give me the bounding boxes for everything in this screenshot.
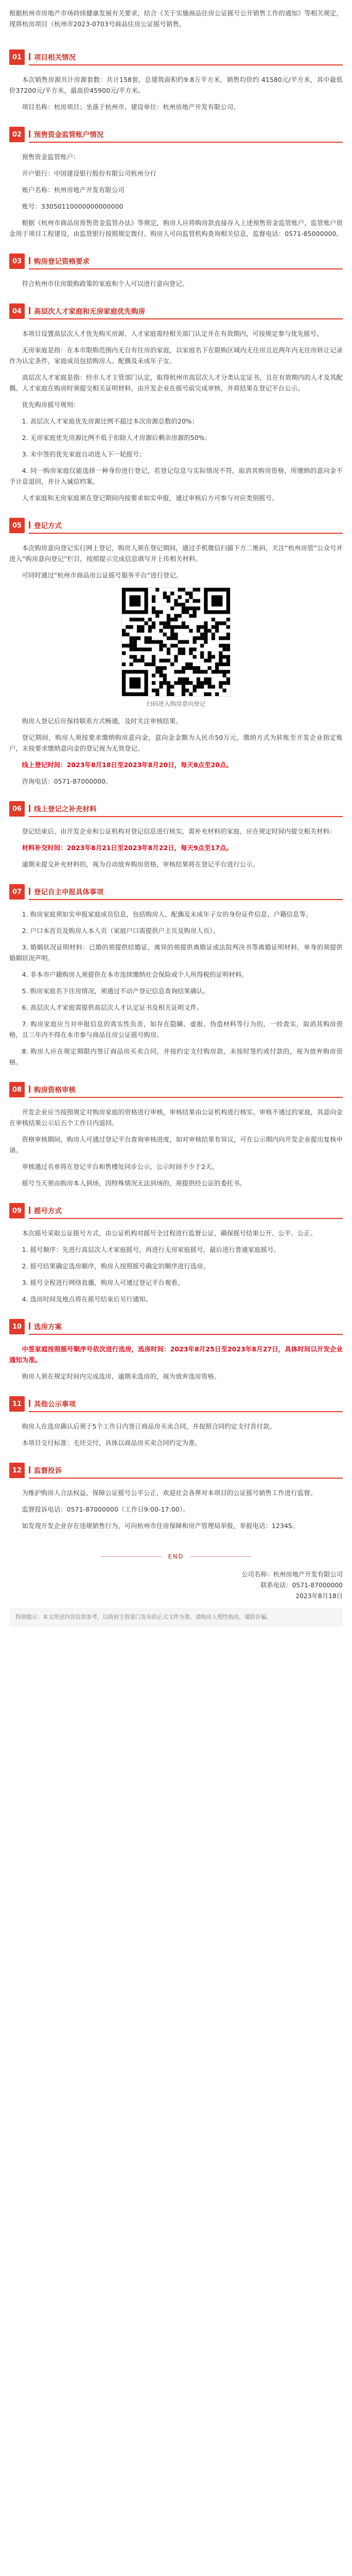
section-title-bar (29, 130, 30, 138)
qr-code-block (9, 587, 343, 708)
section-title (29, 1081, 343, 1098)
section-number-badge: 07 (9, 884, 25, 900)
section-paragraph: 7. 购房家庭应当对申报信息的真实性负责，如存在隐瞒、虚报、伪造材料等行为的，一经查实，取消其购房资格，且三年内不得在本市参与商品住房公证摇号购房。 (9, 1021, 343, 1039)
section-header (9, 251, 343, 272)
section-paragraph: 预售资金监管账户： (22, 154, 80, 161)
section-paragraph: 4. 选房时间及地点将在摇号结束后另行通知。 (22, 1296, 152, 1303)
section-title-bar (29, 521, 30, 529)
section-title (29, 253, 343, 269)
section-title-bar (29, 53, 30, 60)
section-paragraph: 购房人在选房确认后须于5个工作日内签订商品房买卖合同，并按照合同约定支付首付款。 (22, 1423, 276, 1430)
signature-date: 2023年8月18日 (295, 1592, 343, 1600)
section-paragraph: 本次摇号采取公证摇号方式，由公证机构对摇号全过程进行监督公证，确保摇号结果公开、公平、公正。 (22, 1230, 317, 1237)
section-paragraph: 根据《杭州市商品房预售资金监管办法》等规定，购房人应将购房款直接存入上述预售资金监管账户，监管账户资金用于项目工程建设，由监管银行按照规定拨付。购房人可向监管机构查询相关信息，监督电话：0571-85000000。 (9, 219, 343, 238)
signature-phone: 联系电话：0571-87000000 (260, 1582, 343, 1589)
section-number-badge: 04 (9, 303, 25, 319)
section-title-text: 项目相关情况 (34, 54, 76, 62)
section-title-bar (29, 1323, 30, 1330)
section-paragraph: 本项目设置高层次人才优先购买房源，人才家庭需经相关部门认定并在有效期内，可按规定参与优先摇号。 (22, 330, 323, 337)
section-paragraph: 1. 摇号顺序：先进行高层次人才家庭摇号，再进行无房家庭摇号，最后进行普通家庭摇号。 (22, 1246, 280, 1253)
section-paragraph: 摇号当天须由购房本人到场，因特殊情况无法到场的，须提供经公证的委托书。 (22, 1180, 247, 1187)
section-number-badge: 10 (9, 1319, 25, 1334)
section-header (9, 1316, 343, 1337)
section-title (29, 517, 343, 534)
section-title-bar (29, 1400, 30, 1407)
note-text: 特别提示：本文所述内容仅供参考，以政府主管部门发布的正式文件为准。请购房人理性购房，谨防诈骗。 (15, 1614, 272, 1620)
section-title (29, 303, 343, 319)
section-title (29, 801, 343, 817)
section-header (9, 124, 343, 145)
section-paragraph: 如发现开发企业存在违规销售行为，可向杭州市住房保障和房产管理局举报，举报电话：12345。 (22, 1522, 299, 1530)
section-number-badge: 01 (9, 49, 25, 65)
sections-container (9, 36, 343, 1537)
section-header (9, 799, 343, 819)
section-paragraph: 2. 无房家庭优先房源比例不低于扣除人才房源后剩余房源的50%； (22, 434, 212, 442)
section-paragraph: 无房家庭是指：在本市限购范围内无自有住房的家庭，以家庭名下在限购区域内无住房且近两年内无住房转让记录作为认定条件，家庭成员包括购房人、配偶及未成年子女。 (9, 347, 343, 365)
section-paragraph: 2. 摇号结果确定选房顺序，购房人按照摇号确定的顺序进行选房。 (22, 1263, 210, 1270)
section-title-text: 选房方案 (34, 1323, 62, 1331)
qr-caption: 扫码进入购房意向登记 (146, 700, 206, 707)
section-paragraph: 项目名称：杭房项目；坐落于杭州市，建设单位：杭州房地产开发有限公司。 (22, 104, 240, 111)
section-paragraph: 购房人登记后应保持联系方式畅通，及时关注审核结果。 (22, 718, 182, 725)
section-header (9, 515, 343, 536)
section-paragraph: 本次销售房源共计房源套数：共计158套，总建筑面积约9.8万平方米，销售均价约 41580元/平方米，其中最低价37200元/平方米，最高价45900元/平方米。 (9, 76, 343, 94)
section-header (9, 47, 343, 67)
section-title-bar (29, 1086, 30, 1093)
section-number-badge: 02 (9, 127, 25, 142)
section-paragraph: 3. 摇号全程进行网络直播，购房人可通过登记平台观看。 (22, 1279, 184, 1286)
divider-line-left (100, 1556, 162, 1557)
section-title (29, 1202, 343, 1219)
qr-code-icon[interactable] (121, 587, 231, 697)
signature-org: 公司名称：杭州房地产开发有限公司 (241, 1571, 343, 1578)
section-title-text: 摇号方式 (34, 1207, 62, 1215)
intro-paragraph: 根据杭州市房地产市场持续健康发展有关要求，结合《关于实施商品住房公证摇号公开销售工作的通知》等相关规定，现将杭房项目（杭州市2023-0703号商品住房公证摇号销售。 (9, 10, 343, 28)
section-header (9, 1079, 343, 1100)
signature-block (9, 1569, 343, 1602)
section-paragraph: 1. 高层次人才家庭优先房源比例不超过本次房源总数的20%； (22, 418, 199, 425)
section-paragraph: 监督投诉电话：0571-87000000（工作日9:00-17:00）。 (22, 1506, 189, 1513)
section-number-badge: 12 (9, 1463, 25, 1478)
section-paragraph: 购房人须在规定时间内完成选房，逾期未选房的，视为放弃选房资格。 (22, 1373, 221, 1380)
section-header (9, 301, 343, 321)
section-paragraph: 账户名称：杭州房地产开发有限公司 (22, 187, 125, 194)
section-title-text: 监督投诉 (34, 1467, 62, 1475)
section-title (29, 1318, 343, 1335)
section-title-bar (29, 1207, 30, 1214)
divider-line-right (190, 1556, 252, 1557)
section-paragraph: 5. 购房家庭名下住房情况，须通过不动产登记信息查询结果确认。 (22, 988, 210, 995)
section-number-badge: 09 (9, 1203, 25, 1218)
section-title-bar (29, 805, 30, 812)
section-paragraph: 逾期未提交补充材料的，视为自动放弃购房资格，审核结果将在登记平台进行公示。 (22, 861, 259, 868)
section-paragraph: 4. 同一购房家庭仅能选择一种身份进行登记，若登记信息与实际情况不符，取消其购房资格，所缴纳的意向金不予计息退回，并计入诚信档案。 (9, 467, 343, 485)
section-title-text: 预售资金监管账户情况 (34, 131, 103, 139)
section-title-bar (29, 888, 30, 895)
section-title (29, 49, 343, 65)
section-paragraph: 本次购房意向登记实行网上登记，购房人须在登记期间，通过手机微信扫描下方二维码，关注“杭州房管”公众号并进入“购房意向登记”栏目，按照提示完成信息填写并上传相关材料。 (9, 545, 343, 563)
section-paragraph: 咨询电话：0571-87000000。 (22, 778, 112, 785)
section-paragraph: 本项目交付标准：毛坯交付，具体以商品房买卖合同约定为准。 (22, 1439, 202, 1447)
section-number-badge: 08 (9, 1082, 25, 1097)
section-number-badge: 11 (9, 1396, 25, 1412)
section-paragraph: 审核通过名单将在登记平台和售楼处同步公示，公示时间不少于2天。 (22, 1163, 218, 1171)
section-paragraph: 8. 购房人应在规定期限内签订商品房买卖合同，并按约定支付购房款，未按时签约或付款的，视为放弃购房资格。 (9, 1048, 343, 1066)
section-header (9, 1200, 343, 1221)
section-title (29, 126, 343, 143)
section-number-badge: 05 (9, 518, 25, 533)
section-paragraph: 高层次人才家庭是指：经市人才主管部门认定，取得杭州市高层次人才分类认定证书，且在有效期内的人才及其配偶。人才家庭在购房时须提交相关证明材料，由开发企业在摇号前完成审核，并将结果在登记平台公示。 (9, 374, 343, 392)
section-header (9, 1460, 343, 1481)
section-title-text: 线上登记之补充材料 (34, 805, 97, 814)
section-title-text: 高层次人才家庭和无房家庭优先购房 (34, 308, 145, 316)
section-title-text: 其他公示事项 (34, 1400, 76, 1409)
section-paragraph: 4. 非本市户籍购房人须提供在本市连续缴纳社会保险或个人所得税的证明材料。 (22, 971, 248, 978)
section-header (9, 1394, 343, 1414)
section-title-bar (29, 257, 30, 264)
section-paragraph: 2. 户口本首页及购房人本人页（家庭户口需提供户主页及购房人页）。 (22, 927, 219, 935)
divider-text: END (168, 1553, 184, 1560)
section-paragraph: 6. 高层次人才家庭需提供高层次人才认定证书及相关证明文件。 (22, 1004, 203, 1011)
section-paragraph: 开户银行：中国建设银行股份有限公司杭州分行 (22, 170, 156, 177)
section-title-bar (29, 307, 30, 314)
section-paragraph: 3. 婚姻状况证明材料：已婚的须提供结婚证，离异的须提供离婚证或法院判决书等离婚证明材料，单身的须提供婚姻状况声明。 (9, 944, 343, 962)
section-paragraph: 为维护购房人合法权益，保障公证摇号公平公正，欢迎社会各界对本项目的公证摇号销售工作进行监督。 (22, 1489, 317, 1497)
section-paragraph: 中签家庭按照摇号顺序号依次进行选房，选房时间：2023年8月25日至2023年8月27日，具体时间以开发企业通知为准。 (9, 1346, 343, 1364)
section-title-text: 登记方式 (34, 522, 62, 530)
section-paragraph: 资格审核期间，购房人可通过登记平台查询审核进度，如对审核结果有异议，可在公示期内向开发企业提出复核申请。 (9, 1136, 343, 1154)
section-header (9, 882, 343, 902)
section-title-text: 购房登记资格要求 (34, 258, 90, 266)
section-title-bar (29, 1466, 30, 1473)
section-paragraph: 材料补交时间：2023年8月21日至2023年8月22日，每天9点至17点。 (22, 844, 233, 852)
section-title-text: 登记自主申报具体事项 (34, 888, 103, 896)
section-paragraph: 1. 购房家庭须如实申报家庭成员信息，包括购房人、配偶及未成年子女的身份证件信息、户籍信息等。 (22, 911, 312, 918)
section-number-badge: 06 (9, 801, 25, 817)
section-paragraph: 可同时通过“杭州市商品房公证摇号服务平台”进行登记。 (22, 572, 183, 579)
section-title-text: 购房资格审核 (34, 1086, 76, 1094)
section-title (29, 884, 343, 900)
section-title (29, 1396, 343, 1412)
section-paragraph: 线上登记时间：2023年8月18日至2023年8月20日，每天8点至20点。 (22, 761, 233, 769)
note-box (9, 1608, 343, 1627)
section-title (29, 1462, 343, 1479)
section-paragraph: 账号：33050110000000000000 (22, 203, 124, 210)
section-paragraph: 登记结束后，由开发企业和公证机构对登记信息进行核实，需补充材料的家庭，应在规定时间内提交相关材料： (22, 828, 336, 835)
section-paragraph: 开发企业应当按照规定对购房家庭的资格进行审核，审核结果由公证机构进行核实。审核不通过的家庭，其意向金在审核结果公示后五个工作日内退回。 (9, 1109, 343, 1127)
section-paragraph: 人才家庭和无房家庭须在登记期间内按要求如实申报，通过审核后方可参与对应类别摇号。 (22, 495, 278, 502)
section-paragraph: 登记期间，购房人须按要求缴纳购房意向金，意向金金额为人民币50万元，缴纳方式为转账至开发企业指定账户，未按要求缴纳意向金的登记视为无效登记。 (9, 734, 343, 752)
section-paragraph: 符合杭州市住房限购政策的家庭和个人可以进行意向登记。 (22, 280, 189, 287)
section-paragraph: 优先购房摇号规则： (22, 401, 80, 409)
end-divider (9, 1553, 343, 1560)
section-paragraph: 3. 未中签的优先家庭自动进入下一轮摇号； (22, 451, 146, 458)
section-number-badge: 03 (9, 253, 25, 269)
